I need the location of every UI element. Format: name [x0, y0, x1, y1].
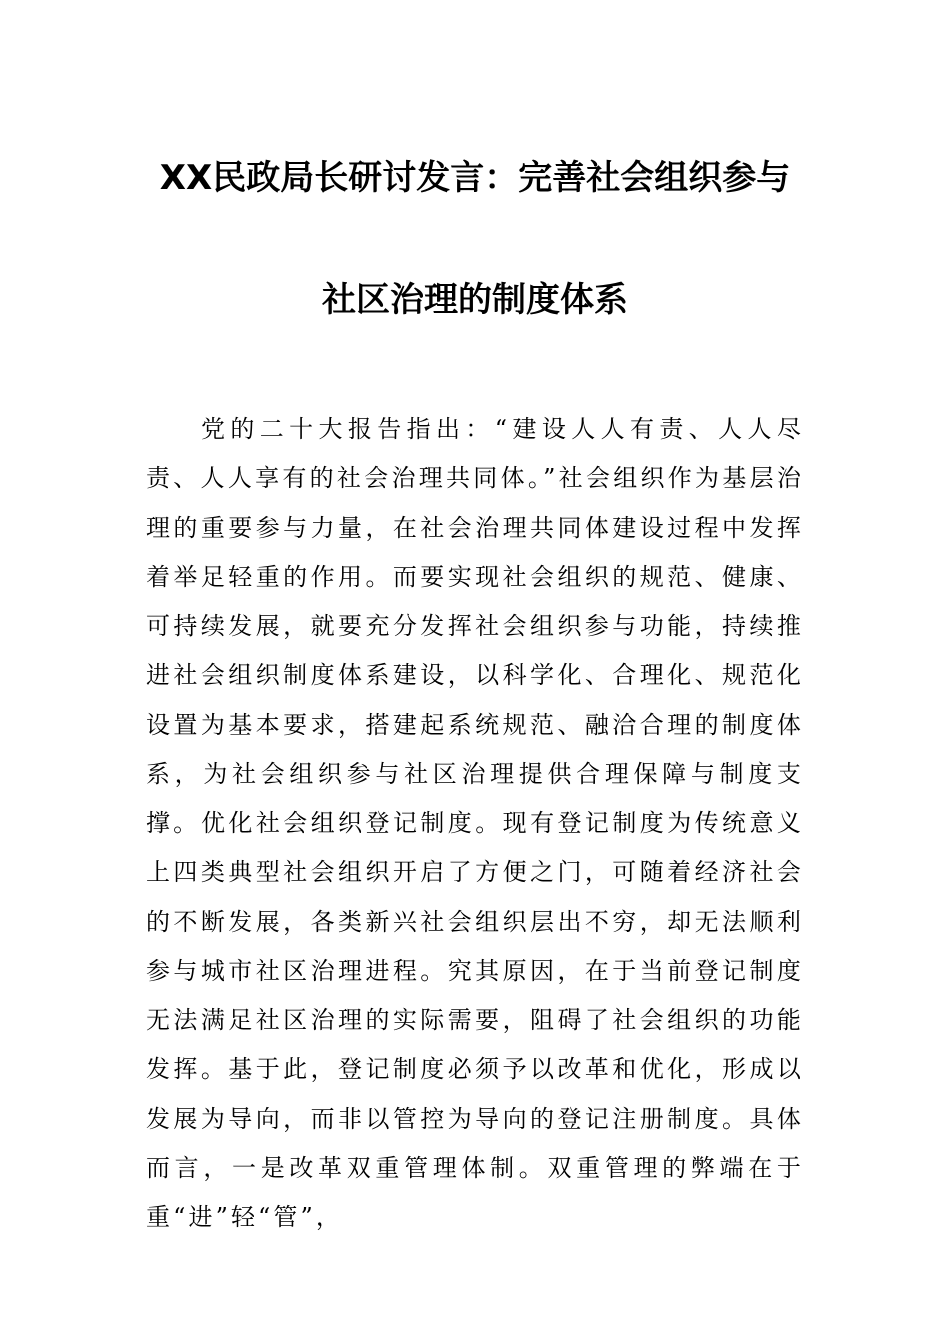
body-paragraph-intro: 党的二十大报告指出：“建设人人有责、人人尽责、人人享有的社会治理共同体。”社会组织作为基层治理的重要参与力量，在社会治理共同体建设过程中发挥着举足轻重的作用。而要实现社会组织的规范、健康、可持续发展，就要充分发挥社会组织参与功能，持续推进社会组织制度体系建设，以科学化、合理化、规范化设置为基本要求，搭建起系统规范、融洽合理的制度体系，为社会组织参与社区治理提供合理保障与制度支撑。	[146, 415, 804, 838]
document-title-line-1: XX民政局长研讨发言：完善社会组织参与	[159, 158, 791, 198]
body-paragraph-registration: 优化社会组织登记制度。现有登记制度为传统意义上四类典型社会组织开启了方便之门，可随着经济社会的不断发展，各类新兴社会组织层出不穷，却无法顺利参与城市社区治理进程。究其原因，在于当前登记制度无法满足社区治理的实际需要，阻碍了社会组织的功能发挥。基于此，登记制度必须予以改革和优化，形成以发展为导向，而非以管控为导向的登记注册制度。具体而言，一是改革双重管理体制。双重管理的弊端在于重“进”轻“管”，	[146, 809, 804, 1232]
document-title-line-2: 社区治理的制度体系	[322, 280, 628, 320]
